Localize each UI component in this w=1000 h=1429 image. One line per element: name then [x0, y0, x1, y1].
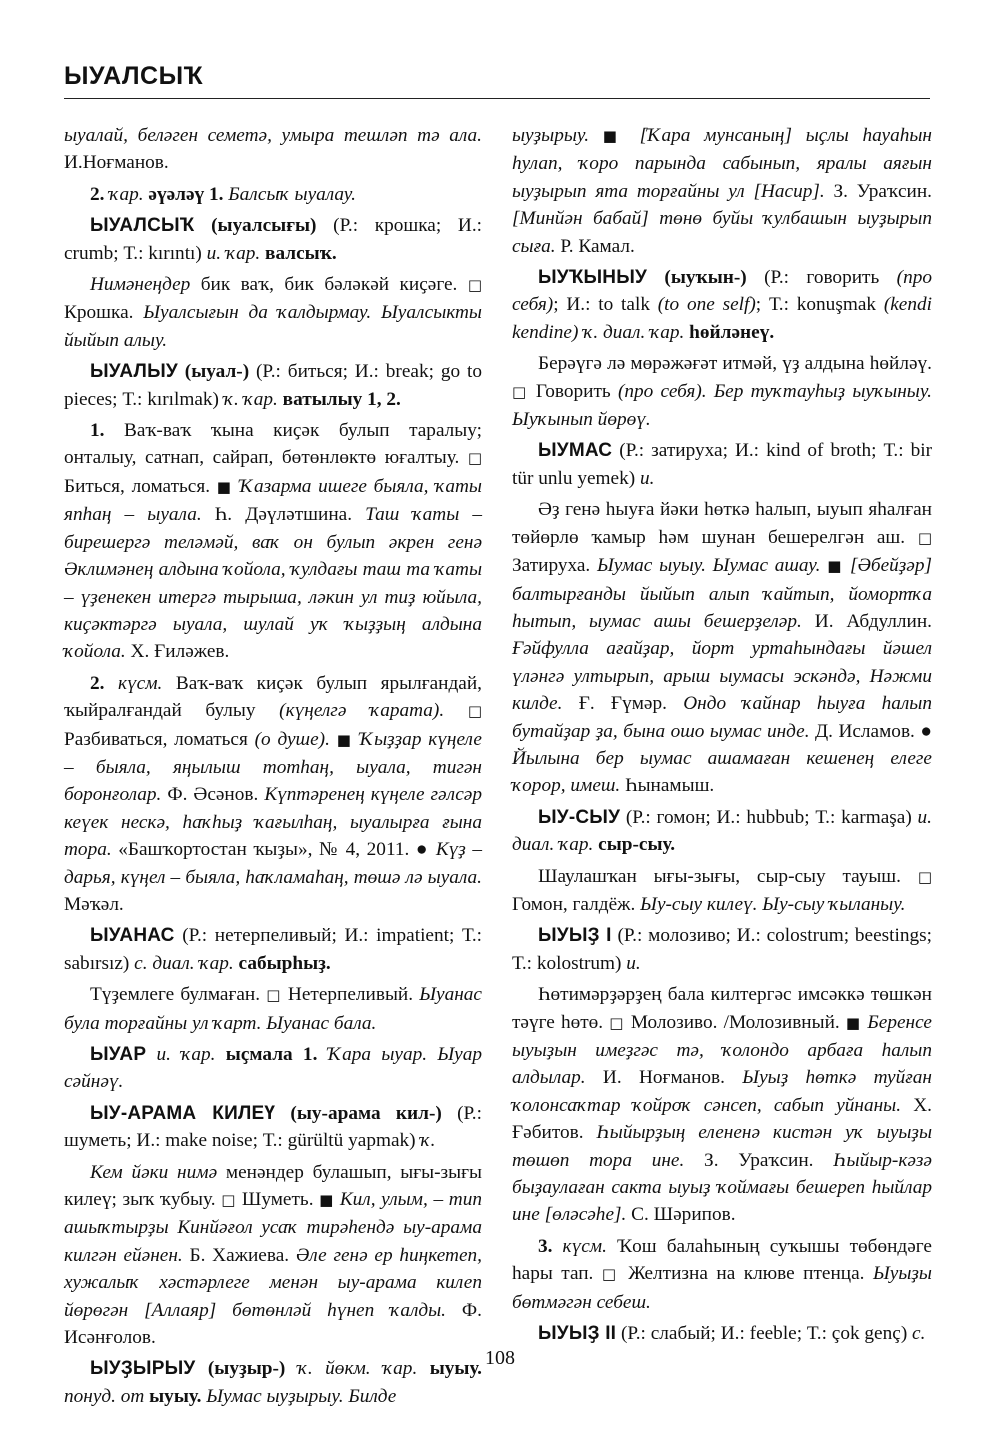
entry-paragraph [64, 1159, 482, 1352]
text-run: ● [415, 839, 430, 861]
italic-text: и. диал. ҡар. [512, 806, 933, 856]
text-run: Түҙемлеге булмаған. [90, 984, 267, 1006]
marker-symbol: ■ [216, 477, 233, 496]
entry-paragraph [64, 670, 482, 919]
italic-text: (kendi kendine) ҡ. диал. ҡар. [512, 294, 932, 343]
italic-text: Ҡыҙҙар күңеле – быяла, яңылыш тотһаң, ыуала, тигән боронғолар. [64, 728, 482, 806]
bold-text: һөйләнеү. [684, 321, 775, 343]
italic-text: Ыу-сыу килеү. Ыу-сыу ҡыланыу. [640, 893, 906, 915]
italic-text: [Ҡара мунсаның] ыҫлы һауаһын һулап, ҡоро парында сабынып, яралы аяғын ыуҙырып ята торғайны ул [Насир]. [512, 125, 932, 202]
entry-paragraph [64, 981, 482, 1037]
text-run: Ҡош балаһының суҡышы төбөндәге һары тап. [512, 1235, 932, 1285]
continued-paragraph [64, 122, 482, 177]
entry-paragraph [64, 181, 482, 208]
italic-text: [Әбейҙәр] балтырғанды йыйып алып ҡайтып, йомортҡа һытып, ыумас ашы бешерҙеләр. [512, 555, 932, 632]
italic-text: (про себя). [617, 380, 707, 402]
marker-symbol: □ [266, 986, 282, 1005]
continued-paragraph [512, 122, 932, 260]
text-run: Һ. Дәүләтшина. [201, 504, 366, 526]
italic-text: (күңелгә ҡарата). [279, 700, 445, 722]
bold-text: ыуыу. [144, 1385, 202, 1407]
bold-text: 3. [538, 1235, 553, 1257]
italic-text: Ыуыҙы бөтмәгән себеш. [512, 1263, 932, 1313]
text-run: Шуметь. [236, 1189, 320, 1211]
text-run [444, 700, 468, 721]
italic-text: ыуалай, беләген семетә, умыра тешләп тә ала. [64, 125, 482, 146]
italic-text: Кем йәки нимә [90, 1161, 218, 1183]
marker-symbol: □ [467, 449, 482, 468]
header-rule [64, 98, 930, 99]
marker-symbol: ■ [336, 730, 353, 749]
italic-text: и. ҡар. [146, 1044, 216, 1065]
italic-text: Ыуалсығын да ҡалдырмау. Ыуалсыкты йыйып алыу. [64, 302, 482, 351]
italic-text: күсм. [552, 1235, 607, 1257]
page-number: 108 [485, 1347, 515, 1369]
entry-paragraph [64, 922, 482, 977]
italic-text: понуд. от [64, 1385, 145, 1407]
marker-symbol: □ [467, 702, 483, 721]
italic-text: (про себя) [512, 267, 932, 316]
italic-text: Ҡазарма ишеге быяла, ҡаты япһаң – ыуала. [64, 475, 482, 526]
italic-text: Балсыҡ ыуалау. [223, 183, 356, 205]
entry-paragraph [64, 1041, 482, 1096]
text-run: ● [920, 720, 932, 742]
text-run: Гомон, галдёж. [512, 893, 641, 915]
text-run: (Р.: гомон; И.: hubbub; Т.: karmaşa) [620, 806, 912, 828]
italic-text: Кил, улым, – тип ашыҡтырҙы Кинйәғол усаҡ тирәһендә ыу-арама килгән ейәнен. [64, 1189, 482, 1266]
text-run: Ф. Исәнғолов. [64, 1299, 482, 1349]
text-run: ; И.: to talk [553, 294, 658, 316]
text-run: Х. Ғиләжев. [125, 641, 230, 663]
text-run [330, 729, 337, 750]
italic-text: Беренсе ыуыҙын имеҙгәс тә, ҡолондо арбаға һалып алдылар. [512, 1011, 932, 1089]
text-run: Һынамыш. [620, 775, 715, 797]
bold-text: 2. [90, 183, 105, 205]
entry-paragraph [64, 212, 482, 267]
text-run: Молозиво. /Молозивный. [624, 1011, 846, 1033]
entry-paragraph [64, 417, 482, 666]
italic-text: и. ҡар. [201, 242, 261, 264]
text-run: И. Абдуллин. [801, 610, 933, 632]
marker-symbol: □ [601, 1265, 620, 1284]
marker-symbol: ■ [827, 557, 844, 576]
headword: ЫУМАС [538, 440, 613, 462]
entry-paragraph [64, 1100, 482, 1155]
italic-text: ҡ. йөкм. ҡар. [285, 1358, 418, 1380]
marker-symbol: □ [917, 867, 932, 886]
text-run [707, 381, 714, 402]
italic-text: Ыуанас була торғайны ул ҡарт. Ыуанас бала. [64, 984, 482, 1034]
bold-text: сабырһыҙ. [233, 952, 331, 974]
headword: ЫУҘЫРЫУ [90, 1358, 196, 1380]
running-head: ЫУАЛСЫҠ [64, 62, 204, 90]
italic-text: [Минйән бабай] төнө буйы ҡулбашын ыуҙырып сыға. [512, 208, 932, 257]
headword: ЫУ-АРАМА КИЛЕҮ [90, 1102, 276, 1124]
bold-text: ыуыу. [417, 1358, 482, 1380]
entry-paragraph [512, 1233, 932, 1316]
entry-paragraph [512, 264, 932, 346]
entry-paragraph [64, 271, 482, 354]
text-run: «Башҡортостан ҡыҙы», № 4, 2011. [111, 839, 416, 861]
left-column [64, 122, 482, 1414]
text-run: Шаулашҡан ығы-зығы, сыр-сыу тауыш. [538, 865, 918, 887]
italic-text: Күптәренең күңеле гәлсәр кеүек нескә, һаҡһыҙ ҡағылһаң, ыуалырға ғына тора. [64, 784, 482, 861]
italic-text: Бер туҡтауһыҙ ыуҡыныу. Ыуҡынып йөрөү. [512, 380, 932, 431]
text-run: Әҙ генә һыуға йәки һөткә һалып, ыуып яһалған төйөрлө ҡамыр һәм шунан бешерелгән аш. [512, 499, 932, 548]
headword: ЫУАЛСЫҠ [90, 215, 195, 237]
italic-text: Ыумас ыуыу. Ыумас ашау. [596, 555, 821, 577]
text-run: Ғ. Ғүмәр. [562, 693, 684, 715]
bold-text: (ыуалсығы) [194, 215, 317, 237]
italic-text: и. [635, 467, 655, 489]
text-run: (Р.: нетерпеливый; И.: impatient; Т.: sabırsız) [64, 925, 482, 974]
text-run [589, 125, 603, 146]
text-run: З. Ураҡсин. [824, 180, 932, 202]
text-run: И. Ноғманов. [585, 1067, 743, 1089]
text-run: Мәҡәл. [64, 893, 124, 915]
entry-paragraph [512, 437, 932, 492]
italic-text: Һыйырҙың елененә кистән уҡ ыуыҙы төшөп тора ине. [512, 1122, 933, 1171]
text-run: Нетерпеливый. [281, 984, 420, 1006]
right-column [512, 122, 932, 1351]
text-run: (Р.: шуметь; И.: make noise; Т.: gürültü yapmak) [64, 1102, 482, 1152]
text-run: З. Ураҡсин. [684, 1149, 834, 1171]
italic-text: с. диал. ҡар. [129, 952, 234, 974]
headword: ЫУ-СЫУ [538, 806, 621, 828]
bold-text: (ыуал-) [177, 361, 250, 383]
text-run: Х. Ғәбитов. [512, 1094, 932, 1144]
text-run: Д. Исламов. [809, 720, 921, 742]
headword: ЫУҠЫНЫУ [538, 267, 648, 289]
text-run: С. Шәрипов. [626, 1204, 736, 1226]
text-run: ; Т.: konuşmak [755, 294, 884, 316]
italic-text: Ғәйфулла ағайҙар, йорт уртаһындағы йәшел үләнгә ултырып, арыш ыумасы эскәндә, Нәжми килде. [512, 638, 932, 715]
text-run: Затируха. [512, 555, 597, 577]
text-run: Биться, ломаться. [64, 475, 217, 497]
headword: ЫУАНАС [90, 925, 175, 947]
text-run: Ваҡ-ваҡ ҡына киҫәк булып таралыу; онталыу, сатнап, сайрап, бөтөнлөктө юғалтыу. [64, 420, 482, 469]
italic-text: Әле генә ер һиңкетеп, хужалыҡ хәстәрлеге менән ыу-арама килеп йөрөгән [Аллаяр] бөтөнләй һүнеп ҡалды. [64, 1244, 483, 1321]
text-run: Желтизна на клюве птенца. [619, 1263, 873, 1285]
italic-text: Һыйыр-кәзә быҙаулаған сакта ыуыҙ ҡоймағы бешереп һыйлар ине [өләсәһе]. [512, 1149, 932, 1226]
entry-paragraph [512, 350, 932, 433]
entry-paragraph [512, 922, 932, 977]
italic-text: Ондо ҡайнар һыуға һалып бутайҙар ҙа, бына ошо ыумас инде. [512, 693, 933, 742]
text-run: (Р.: крошка; И.: crumb; Т.: kırıntı) [64, 215, 482, 264]
bold-text: 1. [90, 420, 105, 442]
bold-text: (ыуҡын-) [647, 267, 747, 289]
bold-text: (ыу-арама кил-) [275, 1102, 442, 1124]
text-run: Ваҡ-ваҡ киҫәк булып ярылғандай, ҡыйралғандай булыу [64, 672, 482, 722]
marker-symbol: □ [609, 1013, 625, 1032]
italic-text: (to one self) [657, 294, 756, 316]
text-run: (Р.: затируха; И.: kind of broth; Т.: bir tür unlu yemek) [512, 440, 932, 489]
text-run: И.Ноғманов. [64, 152, 169, 174]
bold-text: әүәләү 1. [143, 183, 224, 205]
bold-text: ватылыу 1, 2. [277, 388, 401, 410]
text-run: (Р.: говорить [746, 267, 897, 289]
text-run: (Р.: молозиво; И.: colostrum; beestings; Т.: kolostrum) [512, 925, 932, 974]
bold-text: валсыҡ. [260, 242, 337, 264]
text-run: менәндер булашып, ығы-зығы килеү; зыҡ ҡубыу. [64, 1161, 482, 1211]
text-run: Разбиваться, ломаться [64, 728, 255, 750]
entry-paragraph [512, 1320, 932, 1347]
marker-symbol: □ [467, 276, 482, 295]
italic-text: Таш ҡаты – бирешергә теләмәй, ваҡ он булып әкрен генә Әклимәнең алдына ҡойола, ҡулдағы таш та ҡаты – үҙенекен итергә тырыша, ләкин ул тиҙ юйыла, киҫәктәргә ыуала, шулай уҡ ҡыҙҙың алдына ҡойола. [64, 504, 482, 663]
bold-text: сыр-сыу. [593, 834, 676, 856]
italic-text: күсм. [104, 672, 163, 694]
italic-text: Нимәнеңдер [90, 274, 191, 296]
italic-text: ыуҙырыу. [512, 125, 590, 146]
italic-text: и. [621, 952, 641, 974]
entry-paragraph [512, 981, 932, 1229]
marker-symbol: □ [512, 382, 529, 401]
bold-text: ыҫмала 1. [215, 1044, 318, 1065]
headword: ЫУАР [90, 1044, 147, 1065]
entry-paragraph [512, 863, 932, 919]
text-run: Ф. Әсәнов. [161, 784, 265, 806]
italic-text: ҡар. [104, 183, 144, 205]
headword: ЫУЫҘ I [538, 925, 612, 947]
italic-text: Ыуыҙ һөткә туйған ҡолонсаҡтар ҡойроҡ сәнсеп, сабып уйнаны. [512, 1067, 932, 1116]
text-run: Берәүгә лә мөрәжәғәт итмәй, үҙ алдына һөйләү. [538, 353, 932, 375]
entry-paragraph [64, 358, 482, 413]
text-run: бик ваҡ, бик бәләкәй киҫәге. [190, 274, 468, 296]
marker-symbol: ■ [319, 1191, 335, 1210]
bold-text: 2. [90, 672, 105, 694]
marker-symbol: □ [221, 1191, 237, 1210]
italic-text: Күҙ – дарья, күңел – быяла, һаҡламаһаң, төшә лә ыуала. [64, 839, 482, 888]
bold-text: (ыуҙыр-) [195, 1358, 286, 1380]
text-run: Һөтимәрҙәрҙең бала килтергәс имсәккә төшкән тәүге һөтө. [512, 984, 932, 1033]
italic-text: ҡ. ҡар. [218, 388, 278, 410]
text-run: Б. Хажиева. [182, 1244, 296, 1266]
text-run: Крошка. [64, 302, 144, 324]
marker-symbol: ■ [845, 1013, 862, 1032]
italic-text: Йылына бер ыумас ашамаған кешенең елеге ҡорор, имеш. [512, 747, 932, 797]
text-run: (Р.: биться; И.: break; go to pieces; Т.: kırılmak) [64, 361, 482, 410]
entry-paragraph [512, 496, 932, 799]
entry-paragraph [512, 804, 932, 859]
headword: ЫУЫҘ II [538, 1323, 617, 1345]
italic-text: ҡ. [415, 1130, 436, 1152]
marker-symbol: ■ [602, 127, 626, 145]
italic-text: с. [907, 1323, 926, 1345]
italic-text: Ыумас ыуҙырыу. Билде [201, 1385, 397, 1407]
marker-symbol: □ [917, 528, 932, 547]
italic-text: Ҡара ыуар. Ыуар сәйнәү. [64, 1044, 482, 1093]
text-run: Говорить [528, 380, 618, 402]
text-run: Р. Камал. [555, 235, 635, 257]
italic-text: (о душе). [254, 728, 330, 750]
text-run: (Р.: слабый; И.: feeble; Т.: çok genç) [616, 1323, 908, 1345]
headword: ЫУАЛЫУ [90, 361, 178, 383]
